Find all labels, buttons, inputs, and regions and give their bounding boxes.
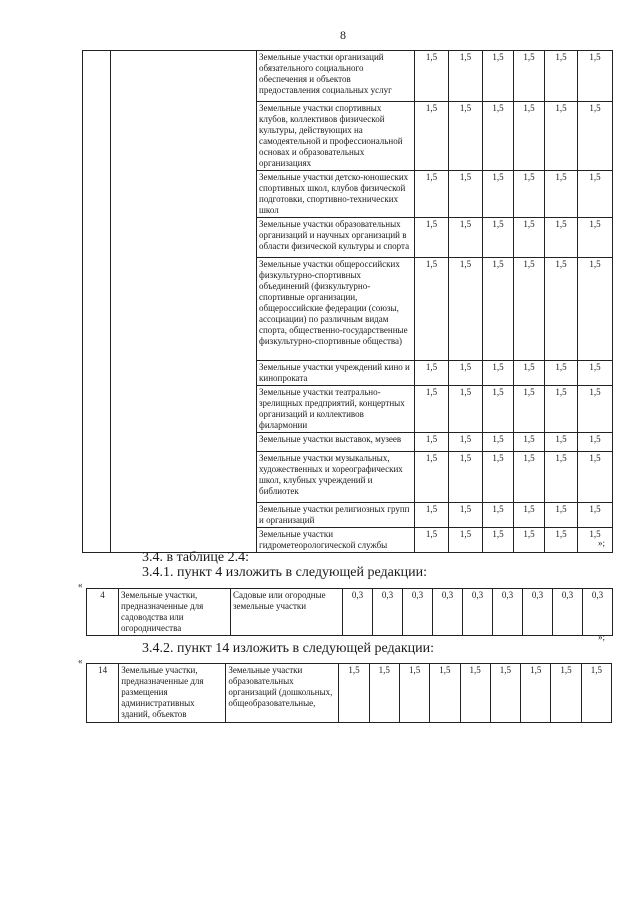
rate-value: 0,3 [523, 589, 553, 636]
category-cell: Земельные участки, предназначенные для садоводства или огородничества [119, 589, 231, 636]
rate-value: 1,5 [545, 361, 578, 386]
rate-value: 1,5 [578, 433, 613, 452]
row-label: Земельные участки детско-юношеских спортивных школ, клубов физической подготовки, спортивно-технических школ [257, 171, 415, 218]
rate-value: 1,5 [430, 664, 460, 723]
rate-value: 1,5 [514, 386, 545, 433]
row-label: Земельные участки спортивных клубов, коллективов физической культуры, действующих на самодеятельной и профессиональной основах и образовательных организациях [257, 102, 415, 171]
rate-value: 0,3 [493, 589, 523, 636]
rate-value: 1,5 [449, 171, 483, 218]
rate-value: 1,5 [578, 171, 613, 218]
subsection-heading-1: 3.4.1. пункт 4 изложить в следующей редакции: [142, 565, 427, 580]
row-label: Земельные участки учреждений кино и кинопроката [257, 361, 415, 386]
rate-value: 1,5 [514, 51, 545, 102]
rate-value: 1,5 [415, 528, 449, 553]
rate-value: 1,5 [483, 258, 514, 361]
rate-value: 1,5 [483, 51, 514, 102]
rate-value: 1,5 [545, 528, 578, 553]
rates-table-continued [82, 50, 613, 553]
item-number: 14 [87, 664, 119, 723]
rate-value: 1,5 [545, 433, 578, 452]
rate-value: 1,5 [578, 51, 613, 102]
subsection-heading-2: 3.4.2. пункт 14 изложить в следующей редакции: [142, 641, 434, 656]
rate-value: 1,5 [483, 503, 514, 528]
rate-value: 1,5 [415, 258, 449, 361]
page-number: 8 [340, 28, 346, 42]
rate-value: 1,5 [545, 171, 578, 218]
rate-value: 1,5 [545, 51, 578, 102]
rate-value: 1,5 [578, 218, 613, 258]
rate-value: 1,5 [578, 452, 613, 503]
rate-value: 1,5 [483, 528, 514, 553]
rate-value: 1,5 [514, 433, 545, 452]
rate-value: 1,5 [545, 452, 578, 503]
rate-value: 1,5 [578, 102, 613, 171]
rate-value: 0,3 [373, 589, 403, 636]
rate-value: 1,5 [514, 171, 545, 218]
rate-value: 0,3 [433, 589, 463, 636]
rate-value: 1,5 [483, 102, 514, 171]
rate-value: 1,5 [399, 664, 429, 723]
rate-value: 1,5 [514, 452, 545, 503]
rate-value: 1,5 [449, 218, 483, 258]
rate-value: 1,5 [514, 258, 545, 361]
rate-value: 1,5 [449, 452, 483, 503]
rate-value: 1,5 [449, 503, 483, 528]
item-4-table [86, 588, 613, 636]
item-number: 4 [87, 589, 119, 636]
row-label: Земельные участки организаций обязательного социального обеспечения и объектов предоставления социальных услуг [257, 51, 415, 102]
table-row [83, 51, 613, 102]
rate-value: 1,5 [449, 386, 483, 433]
rate-value: 1,5 [514, 361, 545, 386]
rate-value: 1,5 [483, 361, 514, 386]
rate-value: 1,5 [545, 102, 578, 171]
rate-value: 1,5 [449, 361, 483, 386]
rate-value: 1,5 [483, 171, 514, 218]
rate-value: 1,5 [483, 433, 514, 452]
rate-value: 1,5 [415, 361, 449, 386]
subcategory-cell: Земельные участки образовательных организаций (дошкольных, общеобразовательные, [226, 664, 339, 723]
rate-value: 1,5 [415, 102, 449, 171]
row-label: Земельные участки музыкальных, художественных и хореографических школ, клубных учреждений и библиотек [257, 452, 415, 503]
category-cell: Земельные участки, предназначенные для размещения административных зданий, объектов [119, 664, 226, 723]
rate-value: 1,5 [415, 452, 449, 503]
rate-value: 1,5 [415, 218, 449, 258]
rate-value: 1,5 [545, 386, 578, 433]
rate-value: 1,5 [460, 664, 490, 723]
rate-value: 1,5 [449, 51, 483, 102]
rate-value: 1,5 [415, 51, 449, 102]
rate-value: 1,5 [449, 102, 483, 171]
rate-value: 1,5 [581, 664, 611, 723]
rate-value: 1,5 [545, 218, 578, 258]
rate-value: 1,5 [551, 664, 581, 723]
row-label: Земельные участки религиозных групп и организаций [257, 503, 415, 528]
rate-value: 0,3 [553, 589, 583, 636]
opening-quote: « [78, 656, 83, 666]
rate-value: 1,5 [578, 258, 613, 361]
rate-value: 1,5 [449, 258, 483, 361]
row-label: Земельные участки гидрометеорологической службы [257, 528, 415, 553]
rate-value: 1,5 [449, 433, 483, 452]
rate-value: 1,5 [521, 664, 551, 723]
rate-value: 1,5 [415, 171, 449, 218]
rate-value: 1,5 [578, 528, 613, 553]
rate-value: 0,3 [583, 589, 613, 636]
closing-quote: »; [598, 538, 606, 548]
rate-value: 0,3 [343, 589, 373, 636]
closing-quote: »; [598, 632, 606, 642]
rate-value: 0,3 [463, 589, 493, 636]
rate-value: 1,5 [545, 503, 578, 528]
rate-value: 1,5 [483, 452, 514, 503]
section-heading: 3.4. в таблице 2.4: [142, 550, 249, 565]
rate-value: 0,3 [403, 589, 433, 636]
row-label: Земельные участки театрально-зрелищных предприятий, концертных организаций и коллективов филармонии [257, 386, 415, 433]
rate-value: 1,5 [415, 433, 449, 452]
rate-value: 1,5 [578, 361, 613, 386]
rate-value: 1,5 [415, 386, 449, 433]
subcategory-cell: Садовые или огородные земельные участки [231, 589, 343, 636]
rate-value: 1,5 [514, 218, 545, 258]
rate-value: 1,5 [578, 386, 613, 433]
rate-value: 1,5 [339, 664, 369, 723]
rate-value: 1,5 [514, 528, 545, 553]
rate-value: 1,5 [545, 258, 578, 361]
rate-value: 1,5 [369, 664, 399, 723]
empty-cell [83, 51, 111, 553]
rate-value: 1,5 [449, 528, 483, 553]
rate-value: 1,5 [483, 218, 514, 258]
opening-quote: « [78, 580, 83, 590]
rate-value: 1,5 [514, 503, 545, 528]
rate-value: 1,5 [578, 503, 613, 528]
row-label: Земельные участки образовательных организаций и научных организаций в области физической культуры и спорта [257, 218, 415, 258]
row-label: Земельные участки общероссийских физкультурно-спортивных объединений (физкультурно-спортивные организации, общероссийские федерации (союзы, ассоциации) по различным видам спорта, общественно-государственные физкультурно-спортивные общества) [257, 258, 415, 361]
item-14-table [86, 663, 612, 723]
row-label: Земельные участки выставок, музеев [257, 433, 415, 452]
rate-value: 1,5 [415, 503, 449, 528]
empty-cell [111, 51, 257, 553]
rate-value: 1,5 [490, 664, 520, 723]
rate-value: 1,5 [514, 102, 545, 171]
rate-value: 1,5 [483, 386, 514, 433]
